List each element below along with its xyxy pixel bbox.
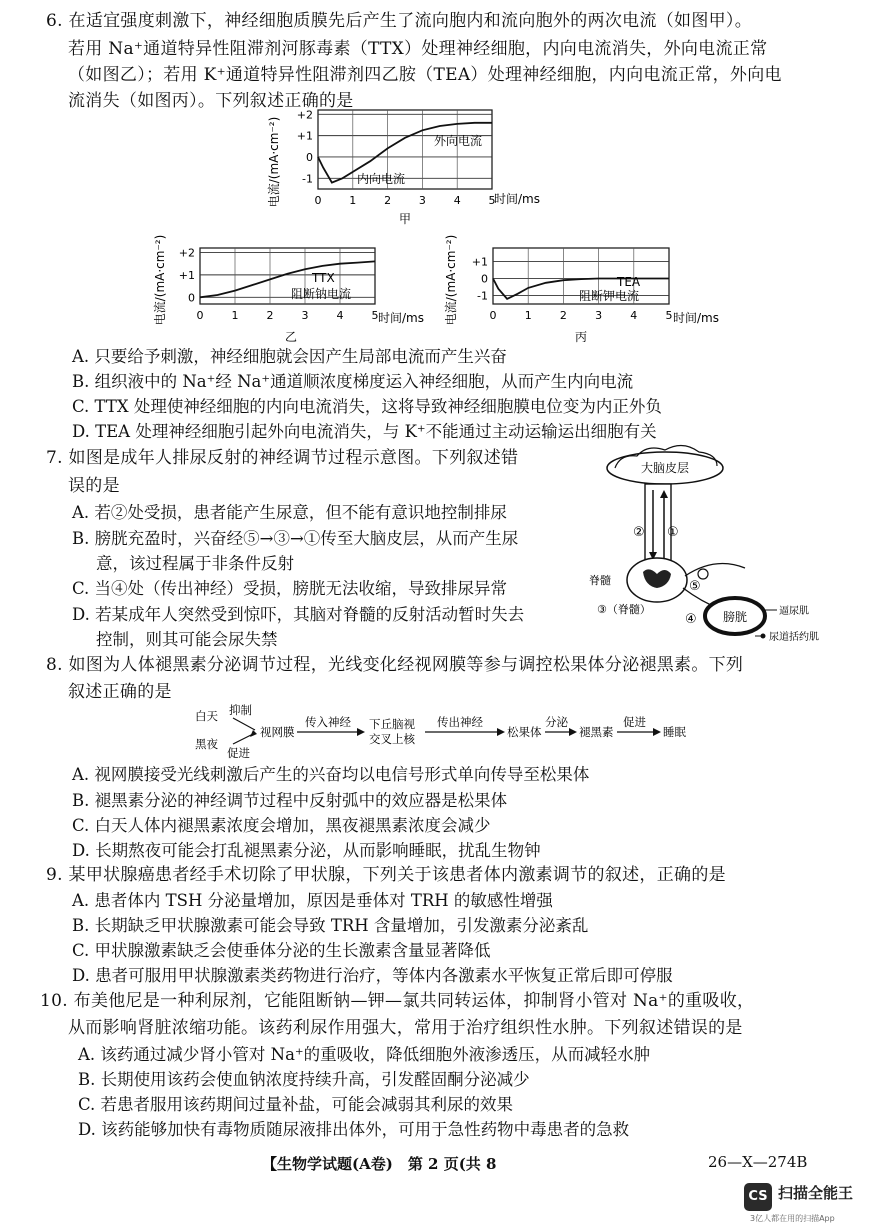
jia-ylabel: 电流/(mA·cm⁻²) xyxy=(267,116,281,208)
q8-option-d: D. 长期熬夜可能会打乱褪黑素分泌，从而影响睡眠，扰乱生物钟 xyxy=(72,841,541,860)
q7-option-b-cont: 意，该过程属于非条件反射 xyxy=(96,554,294,573)
jia-title: 甲 xyxy=(398,212,412,226)
chart-yi xyxy=(150,228,440,348)
yi-xlabel: 时间/ms xyxy=(378,311,424,325)
q7-option-b: B. 膀胱充盈时，兴奋经⑤→③→①传至大脑皮层，从而产生尿 xyxy=(72,529,519,548)
flow-night: 黑夜 xyxy=(195,737,218,751)
melatonin-flow-diagram xyxy=(185,702,705,760)
flow-melatonin: 褪黑素 xyxy=(579,725,614,739)
q7-stem-line-2: 误的是 xyxy=(68,476,120,496)
flow-scn-2: 交叉上核 xyxy=(369,732,415,746)
bing-xtick-label-2: 2 xyxy=(559,309,567,322)
q6-stem-line-3: （如图乙）；若用 K⁺通道特异性阻滞剂四乙胺（TEA）处理神经细胞，内向电流正常，外向电 xyxy=(68,65,782,85)
night-arrow xyxy=(233,734,253,744)
q7-option-c: C. 当④处（传出神经）受损，膀胱无法收缩，导致排尿异常 xyxy=(72,579,508,598)
jia-xtick-label-1: 1 xyxy=(349,194,357,207)
yi-xtick-label-4: 4 xyxy=(336,309,344,322)
q8-option-a: A. 视网膜接受光线刺激后产生的兴奋均以电信号形式单向传导至松果体 xyxy=(72,765,590,784)
flow-retina: 视网膜 xyxy=(260,725,295,739)
urination-reflex-diagram xyxy=(585,448,855,648)
q6-stem-line-2: 若用 Na⁺通道特异性阻滞剂河豚毒素（TTX）处理神经细胞，内向电流消失，外向电流正常 xyxy=(68,39,768,59)
yi-ytick-label-2: 0 xyxy=(188,291,195,305)
label-1: ① xyxy=(667,525,679,540)
night-arrowhead xyxy=(250,730,257,737)
yi-title: 乙 xyxy=(284,330,298,344)
q6-stem-line-4: 流消失（如图丙）。下列叙述正确的是 xyxy=(68,91,354,111)
q10-option-c: C. 若患者服用该药期间过量补盐，可能会减弱其利尿的效果 xyxy=(78,1095,514,1114)
yi-annotation-ttx: TTX xyxy=(312,271,335,285)
yi-xtick-label-0: 0 xyxy=(196,309,204,322)
yi-xtick-label-5: 5 xyxy=(371,309,379,322)
day-line xyxy=(233,718,255,730)
jia-annotation-outward: 外向电流 xyxy=(434,134,483,148)
bing-title: 丙 xyxy=(574,330,588,344)
flow-inhibit: 抑制 xyxy=(229,703,252,717)
arrowhead-afferent xyxy=(357,728,365,736)
q10-option-b: B. 长期使用该药会使血钠浓度持续升高，引发醛固酮分泌减少 xyxy=(78,1070,530,1089)
bing-ylabel: 电流/(mA·cm⁻²) xyxy=(444,234,458,326)
q8-stem-line-1: 8. 如图为人体褪黑素分泌调节过程，光线变化经视网膜等参与调控松果体分泌褪黑素。下列 xyxy=(46,655,744,675)
camscanner-title: 扫描全能王 xyxy=(778,1184,854,1202)
jia-xtick-label-5: 5 xyxy=(488,194,496,207)
dorsal-ganglion xyxy=(698,569,708,579)
q10-option-a: A. 该药通过减少肾小管对 Na⁺的重吸收，降低细胞外液渗透压，从而减轻水肿 xyxy=(78,1045,651,1064)
arrowhead-efferent xyxy=(497,728,505,736)
cortex-label: 大脑皮层 xyxy=(640,461,690,475)
q7-stem-line-1: 7. 如图是成年人排尿反射的神经调节过程示意图。下列叙述错 xyxy=(46,448,519,468)
flow-pineal: 松果体 xyxy=(507,725,542,739)
jia-xtick-label-2: 2 xyxy=(384,194,392,207)
q7-option-a: A. 若②处受损，患者能产生尿意，但不能有意识地控制排尿 xyxy=(72,503,507,522)
q8-option-b: B. 褪黑素分泌的神经调节过程中反射弧中的效应器是松果体 xyxy=(72,791,508,810)
yi-xtick-label-3: 3 xyxy=(301,309,309,322)
q9-option-d: D. 患者可服用甲状腺激素类药物进行治疗，等体内各激素水平恢复正常后即可停服 xyxy=(72,966,673,985)
q6-option-d: D. TEA 处理神经细胞引起外向电流消失，与 K⁺不能通过主动运输运出细胞有关 xyxy=(72,422,657,441)
arrowhead-secrete xyxy=(569,728,577,736)
yi-annotation-block: 阻断钠电流 xyxy=(291,287,352,301)
sphincter-dot xyxy=(761,634,766,639)
page-footer-title: 【生物学试题(A卷) 第 2 页(共 8 xyxy=(262,1155,497,1173)
yi-ylabel: 电流/(mA·cm⁻²) xyxy=(153,234,167,326)
bing-xtick-label-1: 1 xyxy=(524,309,532,322)
spinal-label: 脊髓 xyxy=(589,574,611,587)
jia-ytick-label-3: -1 xyxy=(302,172,313,186)
label-3: ③（脊髓） xyxy=(597,603,651,616)
flow-secrete: 分泌 xyxy=(545,715,568,729)
jia-xtick-label-4: 4 xyxy=(453,194,461,207)
yi-xtick-label-1: 1 xyxy=(231,309,239,322)
q6-stem-line-1: 6. 在适宜强度刺激下，神经细胞质膜先后产生了流向胞内和流向胞外的两次电流（如图甲）。 xyxy=(46,11,753,31)
flow-day: 白天 xyxy=(195,709,218,723)
label-5: ⑤ xyxy=(689,579,701,594)
flow-efferent: 传出神经 xyxy=(437,715,483,729)
q8-stem-line-2: 叙述正确的是 xyxy=(68,682,172,702)
jia-ytick-label-2: 0 xyxy=(306,150,313,164)
q7-option-d: D. 若某成年人突然受到惊吓，其脑对脊髓的反射活动暂时失去 xyxy=(72,605,525,624)
chart-jia xyxy=(262,100,540,228)
camscanner-subtitle: 3亿人都在用的扫描App xyxy=(750,1214,835,1223)
sphincter-label: 尿道括约肌 xyxy=(769,632,819,643)
page-footer-code: 26—X—274B xyxy=(708,1153,808,1171)
bing-annotation-tea: TEA xyxy=(617,275,641,289)
jia-ytick-label-0: +2 xyxy=(296,108,313,122)
bing-xlabel: 时间/ms xyxy=(673,311,719,325)
flow-scn-1: 下丘脑视 xyxy=(369,717,415,731)
q8-option-c: C. 白天人体内褪黑素浓度会增加，黑夜褪黑素浓度会减少 xyxy=(72,816,491,835)
bing-ytick-label-1: 0 xyxy=(481,272,488,286)
chart-bing xyxy=(441,228,741,348)
q10-stem-line-2: 从而影响肾脏浓缩功能。该药利尿作用强大，常用于治疗组织性水肿。下列叙述错误的是 xyxy=(68,1018,743,1038)
flow-promote-2: 促进 xyxy=(623,715,646,729)
bing-xtick-label-5: 5 xyxy=(665,309,673,322)
bing-xtick-label-3: 3 xyxy=(595,309,603,322)
jia-xtick-label-0: 0 xyxy=(314,194,322,207)
flow-sleep: 睡眠 xyxy=(663,725,686,739)
bing-ytick-label-0: +1 xyxy=(471,255,488,269)
q9-option-a: A. 患者体内 TSH 分泌量增加，原因是垂体对 TRH 的敏感性增强 xyxy=(72,891,553,910)
bing-ytick-label-2: -1 xyxy=(477,289,488,303)
jia-ytick-label-1: +1 xyxy=(296,129,313,143)
bing-annotation-block: 阻断钾电流 xyxy=(579,289,640,303)
yi-xtick-label-2: 2 xyxy=(266,309,274,322)
nerve-5-afferent xyxy=(685,564,745,577)
q6-option-a: A. 只要给予刺激，神经细胞就会因产生局部电流而产生兴奋 xyxy=(72,347,507,366)
jia-annotation-inward: 内向电流 xyxy=(357,172,406,186)
q9-option-b: B. 长期缺乏甲状腺激素可能会导致 TRH 含量增加，引发激素分泌紊乱 xyxy=(72,916,589,935)
q9-option-c: C. 甲状腺激素缺乏会使垂体分泌的生长激素含量显著降低 xyxy=(72,941,491,960)
yi-ytick-label-0: +2 xyxy=(178,246,195,260)
flow-promote-1: 促进 xyxy=(227,746,250,760)
spinal-tract xyxy=(645,484,671,564)
bing-xtick-label-4: 4 xyxy=(630,309,638,322)
flow-afferent: 传入神经 xyxy=(305,715,351,729)
q10-stem-line-1: 10. 布美他尼是一种利尿剂，它能阻断钠—钾—氯共同转运体，抑制肾小管对 Na⁺的重吸收， xyxy=(40,991,755,1011)
q9-stem-line-1: 9. 某甲状腺癌患者经手术切除了甲状腺，下列关于该患者体内激素调节的叙述，正确的是 xyxy=(46,865,726,885)
q10-option-d: D. 该药能够加快有毒物质随尿液排出体外，可用于急性药物中毒患者的急救 xyxy=(78,1120,630,1139)
bing-xtick-label-0: 0 xyxy=(489,309,497,322)
label-4: ④ xyxy=(685,612,697,627)
jia-xlabel: 时间/ms xyxy=(494,192,540,206)
q6-option-b: B. 组织液中的 Na⁺经 Na⁺通道顺浓度梯度运入神经细胞，从而产生内向电流 xyxy=(72,372,634,391)
detrusor-label: 逼尿肌 xyxy=(779,606,809,617)
q7-option-d-cont: 控制，则其可能会尿失禁 xyxy=(96,630,278,649)
camscanner-logo-icon: CS xyxy=(744,1183,772,1211)
yi-ytick-label-1: +1 xyxy=(178,268,195,282)
q6-option-c: C. TTX 处理使神经细胞的内向电流消失，这将导致神经细胞膜电位变为内正外负 xyxy=(72,397,662,416)
arrowhead-promote-2 xyxy=(653,728,661,736)
bladder-label: 膀胱 xyxy=(722,610,748,624)
label-2: ② xyxy=(633,525,645,540)
jia-xtick-label-3: 3 xyxy=(418,194,426,207)
